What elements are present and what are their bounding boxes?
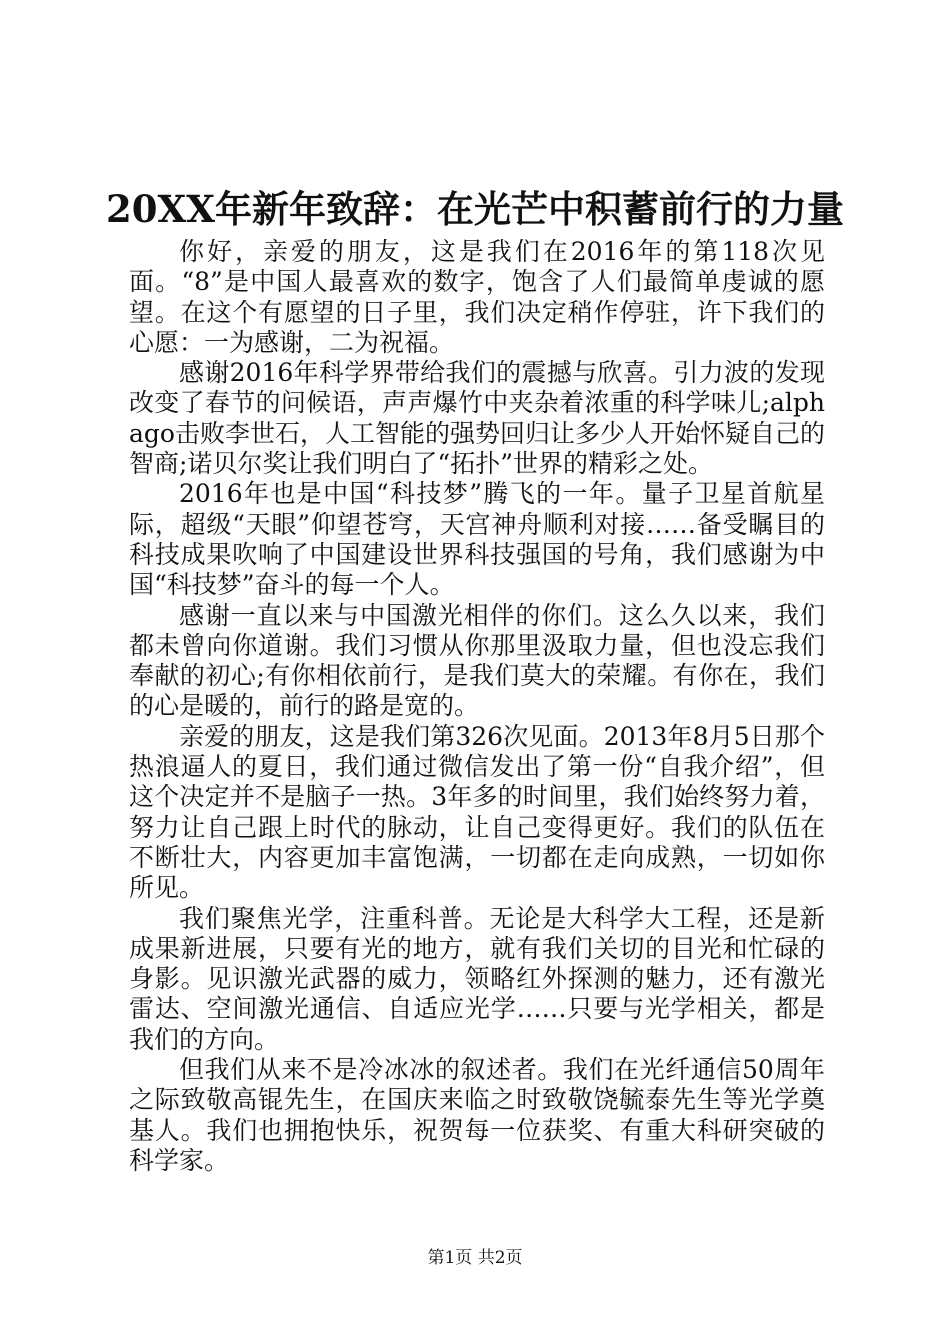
- paragraph-3: 2016年也是中国“科技梦”腾飞的一年。量子卫星首航星际，超级“天眼”仰望苍穹，天宫神舟顺利对接……备受瞩目的科技成果吹响了中国建设世界科技强国的号角，我们感谢为中国“科技梦”奋斗的每一个人。: [129, 479, 825, 600]
- paragraph-2: 感谢2016年科学界带给我们的震撼与欣喜。引力波的发现改变了春节的问候语，声声爆竹中夹杂着浓重的科学味儿;alphago击败李世石，人工智能的强势回归让多少人开始怀疑自己的智商;诺贝尔奖让我们明白了“拓扑”世界的精彩之处。: [129, 358, 825, 479]
- paragraph-4: 感谢一直以来与中国激光相伴的你们。这么久以来，我们都未曾向你道谢。我们习惯从你那里汲取力量，但也没忘我们奉献的初心;有你相依前行，是我们莫大的荣耀。有你在，我们的心是暖的，前行的路是宽的。: [129, 600, 825, 721]
- paragraph-6: 我们聚焦光学，注重科普。无论是大科学大工程，还是新成果新进展，只要有光的地方，就有我们关切的目光和忙碌的身影。见识激光武器的威力，领略红外探测的魅力，还有激光雷达、空间激光通信、自适应光学……只要与光学相关，都是我们的方向。: [129, 903, 825, 1054]
- paragraph-1: 你好，亲爱的朋友，这是我们在2016年的第118次见面。“8”是中国人最喜欢的数字，饱含了人们最简单虔诚的愿望。在这个有愿望的日子里，我们决定稍作停驻，许下我们的心愿：一为感谢，二为祝福。: [129, 237, 825, 357]
- document-body: [129, 237, 825, 1176]
- paragraph-7: 但我们从来不是冷冰冰的叙述者。我们在光纤通信50周年之际致敬高锟先生，在国庆来临之时致敬饶毓泰先生等光学奠基人。我们也拥抱快乐，祝贺每一位获奖、有重大科研突破的科学家。: [129, 1055, 825, 1175]
- paragraph-5: 亲爱的朋友，这是我们第326次见面。2013年8月5日那个热浪逼人的夏日，我们通过微信发出了第一份“自我介绍”，但这个决定并不是脑子一热。3年多的时间里，我们始终努力着，努力让自己跟上时代的脉动，让自己变得更好。我们的队伍在不断壮大，内容更加丰富饱满，一切都在走向成熟，一切如你所见。: [129, 721, 825, 903]
- document-title: 20XX年新年致辞：在光芒中积蓄前行的力量: [106, 187, 844, 231]
- page-number-footer: 第1页 共2页: [427, 1248, 523, 1268]
